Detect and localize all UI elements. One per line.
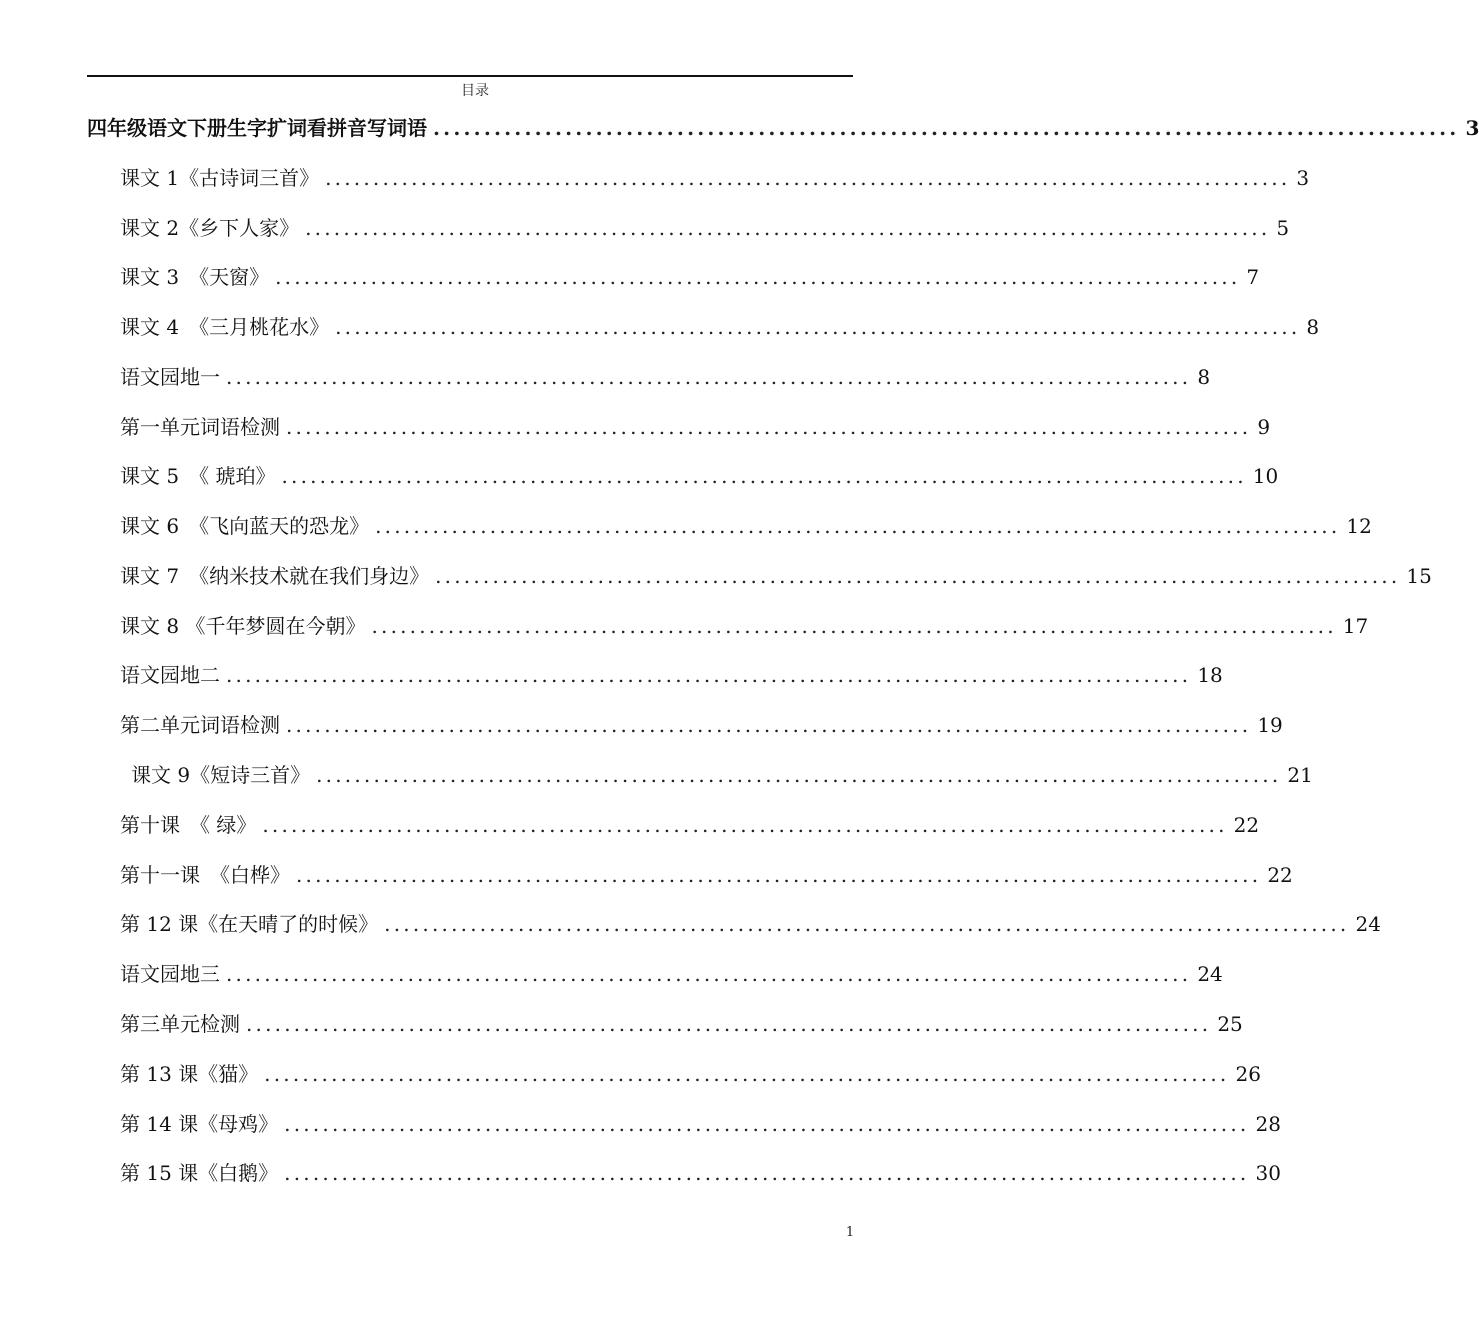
toc-entry-label: 第十一课 《白桦》 (120, 863, 290, 887)
toc-leader-dots: ..................................................................................................... (286, 713, 1252, 737)
toc-entry-label: 课文 7 《纳米技术就在我们身边》 (120, 564, 430, 588)
toc-entry-label: 第 15 课《白鹅》 (120, 1161, 279, 1185)
toc-entry-page: 8 (1197, 365, 1211, 389)
toc-entry[interactable] (120, 959, 1223, 989)
toc-entry-page: 9 (1257, 415, 1271, 439)
toc-entry-label: 第 12 课《在天晴了的时候》 (120, 912, 379, 936)
toc-entry-page: 17 (1342, 614, 1369, 638)
toc-entry-page: 8 (1306, 315, 1320, 339)
toc-entry-page: 26 (1235, 1062, 1261, 1086)
toc-entry-page: 25 (1217, 1012, 1243, 1036)
toc-entry[interactable] (120, 860, 1293, 890)
toc-entry-page: 24 (1197, 962, 1223, 986)
toc-leader-dots: ..................................................................................................... (433, 116, 1460, 140)
toc-entry-page: 12 (1346, 514, 1372, 538)
toc-entry[interactable] (120, 312, 1320, 342)
toc-entry[interactable] (120, 511, 1372, 541)
toc-entry[interactable] (120, 1059, 1261, 1089)
toc-entry-page: 22 (1233, 813, 1260, 837)
toc-entry-page: 24 (1355, 912, 1381, 936)
toc-entry-label: 课文 6 《飞向蓝天的恐龙》 (120, 514, 370, 538)
toc-entry[interactable] (120, 710, 1283, 740)
toc-entry-label: 语文园地三 (120, 962, 220, 986)
toc-leader-dots: ..................................................................................................... (281, 464, 1247, 488)
page-number: 1 (845, 1225, 855, 1240)
toc-leader-dots: ..................................................................................................... (435, 564, 1401, 588)
toc-entry-label: 课文 3 《天窗》 (120, 265, 270, 289)
toc-leader-dots: ..................................................................................................... (226, 962, 1192, 986)
toc-entry-main[interactable] (87, 113, 1479, 143)
toc-leader-dots: ..................................................................................................... (284, 1161, 1250, 1185)
toc-entry-label: 语文园地二 (120, 663, 220, 687)
toc-entry[interactable] (120, 461, 1279, 491)
toc-leader-dots: ..................................................................................................... (262, 813, 1228, 837)
toc-leader-dots: ..................................................................................................... (226, 365, 1192, 389)
toc-entry-page: 7 (1246, 265, 1260, 289)
toc-entry-label: 第一单元词语检测 (120, 415, 280, 439)
header-title: 目录 (461, 83, 489, 99)
toc-entry[interactable] (120, 1009, 1243, 1039)
toc-entry-page: 28 (1255, 1112, 1281, 1136)
toc-entry-page: 22 (1267, 863, 1293, 887)
toc-entry-label: 课文 4 《三月桃花水》 (120, 315, 330, 339)
toc-entry[interactable] (120, 163, 1310, 193)
toc-leader-dots: ..................................................................................................... (246, 1012, 1212, 1036)
toc-entry-label: 第十课 《 绿》 (120, 813, 257, 837)
toc-entry-label: 课文 8 《千年梦圆在今朝》 (120, 614, 366, 638)
toc-entry-page: 18 (1197, 663, 1223, 687)
toc-entry[interactable] (120, 362, 1211, 392)
toc-leader-dots: ..................................................................................................... (316, 763, 1282, 787)
toc-leader-dots: ..................................................................................................... (264, 1062, 1230, 1086)
toc-leader-dots: ..................................................................................................... (384, 912, 1350, 936)
toc-entry-label: 第二单元词语检测 (120, 713, 280, 737)
toc-entry[interactable] (120, 213, 1290, 243)
toc-leader-dots: ..................................................................................................... (335, 315, 1301, 339)
toc-entry-label: 课文 2《乡下人家》 (120, 216, 300, 240)
toc-entry-page: 10 (1252, 464, 1279, 488)
toc-entry-label: 第 14 课《母鸡》 (120, 1112, 279, 1136)
toc-entry[interactable] (120, 1158, 1281, 1188)
toc-leader-dots: ..................................................................................................... (226, 663, 1192, 687)
toc-entry-page: 3 (1465, 116, 1479, 140)
toc-entry-page: 30 (1255, 1161, 1281, 1185)
toc-entry-label: 课文 1《古诗词三首》 (120, 166, 320, 190)
toc-entry-label: 课文 9《短诗三首》 (131, 763, 311, 787)
toc-entry[interactable] (120, 810, 1260, 840)
toc-entry[interactable] (120, 412, 1271, 442)
toc-entry[interactable] (120, 561, 1432, 591)
toc-entry[interactable] (120, 1109, 1281, 1139)
toc-entry-page: 5 (1276, 216, 1290, 240)
toc-entry-page: 19 (1257, 713, 1283, 737)
toc-leader-dots: ..................................................................................................... (275, 265, 1241, 289)
toc-entry[interactable] (131, 760, 1313, 790)
toc-entry[interactable] (120, 660, 1223, 690)
toc-leader-dots: ..................................................................................................... (296, 863, 1262, 887)
toc-entry-page: 15 (1406, 564, 1432, 588)
toc-entry-page: 3 (1296, 166, 1310, 190)
toc-entry[interactable] (120, 611, 1369, 641)
toc-entry-label: 课文 5 《 琥珀》 (120, 464, 276, 488)
toc-entry-label: 语文园地一 (120, 365, 220, 389)
toc-leader-dots: ..................................................................................................... (286, 415, 1252, 439)
toc-leader-dots: ..................................................................................................... (305, 216, 1271, 240)
toc-leader-dots: ..................................................................................................... (284, 1112, 1250, 1136)
toc-entry-label: 第三单元检测 (120, 1012, 240, 1036)
toc-leader-dots: ..................................................................................................... (375, 514, 1341, 538)
toc-entry-page: 21 (1287, 763, 1313, 787)
toc-entry[interactable] (120, 909, 1381, 939)
toc-entry-label: 第 13 课《猫》 (120, 1062, 259, 1086)
toc-leader-dots: ..................................................................................................... (325, 166, 1291, 190)
toc-leader-dots: ..................................................................................................... (371, 614, 1337, 638)
toc-entry[interactable] (120, 262, 1260, 292)
toc-entry-label: 四年级语文下册生字扩词看拼音写词语 (87, 116, 427, 140)
